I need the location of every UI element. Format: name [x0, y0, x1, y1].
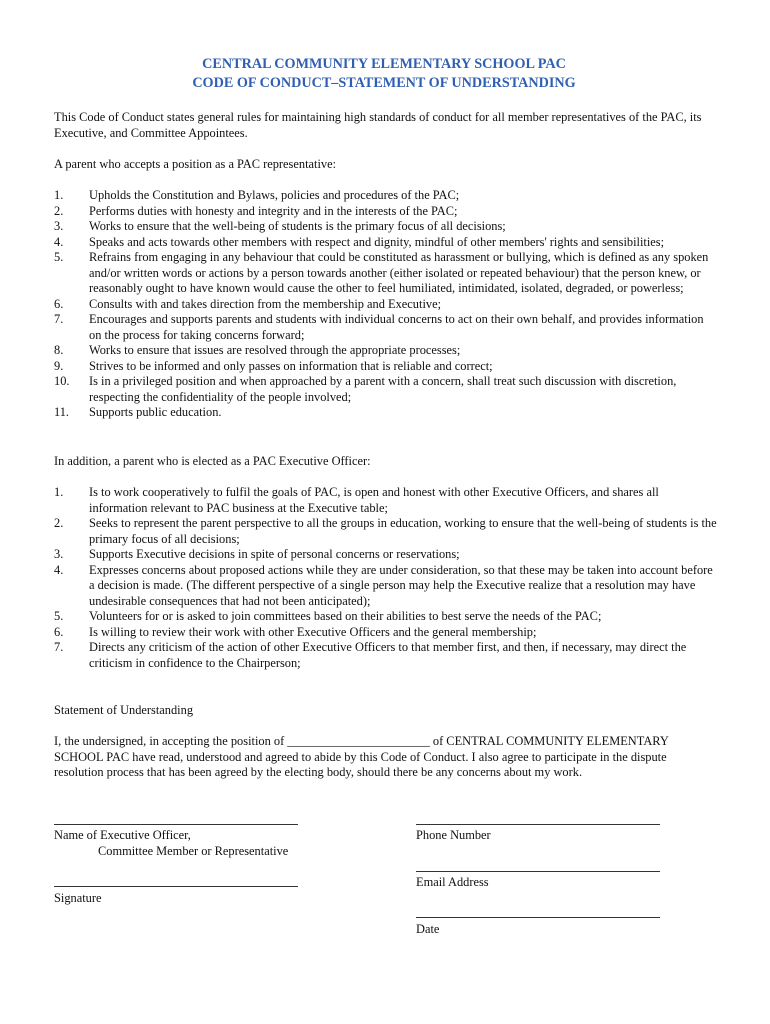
item-number: 2. [54, 203, 64, 218]
item-text: Encourages and supports parents and students with individual concerns to act on their own behalf, and provides information on the process for taking concerns forward; [89, 312, 704, 342]
item-text: Is to work cooperatively to fulfil the goals of PAC, is open and honest with other Executive Officers, and shares all information relevant to PAC business at the Executive table; [89, 485, 659, 515]
list-item [54, 485, 718, 516]
item-text: Supports public education. [89, 405, 222, 419]
item-number: 5. [54, 250, 64, 264]
statement-heading: Statement of Understanding [54, 703, 194, 717]
list-item [54, 640, 718, 671]
item-number: 5. [54, 609, 64, 623]
item-text: Consults with and takes direction from the membership and Executive; [89, 296, 442, 311]
item-text: Is willing to review their work with other Executive Officers and the general membership; [89, 624, 537, 639]
item-text: Upholds the Constitution and Bylaws, policies and procedures of the PAC; [89, 188, 460, 202]
list-item [54, 250, 718, 297]
list-item [54, 312, 718, 343]
item-text: Works to ensure that the well-being of students is the primary focus of all decisions; [89, 219, 506, 233]
item-text: Works to ensure that issues are resolved through the appropriate processes; [89, 343, 461, 357]
item-text: Volunteers for or is asked to join committees based on their abilities to best serve the needs of the PAC; [89, 609, 602, 623]
item-number: 11. [54, 405, 70, 419]
rep-duties-list [54, 188, 718, 421]
item-number: 3. [54, 219, 64, 233]
item-number: 7. [54, 312, 64, 326]
list-item [54, 297, 718, 313]
list-item [54, 204, 718, 220]
exec-duties-list [54, 485, 718, 671]
exec-heading: In addition, a parent who is elected as a PAC Executive Officer: [54, 454, 371, 468]
item-text: Directs any criticism of the action of other Executive Officers to that member first, and then, if necessary, may direct the criticism in confidence to the Chairperson; [89, 640, 687, 670]
item-number: 1. [54, 188, 64, 202]
item-text: Is in a privileged position and when approached by a parent with a concern, shall treat such discussion with discretion, respecting the confidentiality of the people involved; [89, 374, 677, 404]
email-label: Email Address [416, 875, 489, 889]
name-sublabel: Committee Member or Representative [98, 844, 289, 858]
list-item [54, 343, 718, 359]
name-line[interactable] [54, 824, 298, 825]
intro-paragraph: This Code of Conduct states general rules for maintaining high standards of conduct for all member representatives of the PAC, its Executive, and Committee Appointees. [54, 110, 702, 140]
list-item [54, 547, 718, 563]
item-number: 7. [54, 640, 64, 654]
item-number: 1. [54, 485, 64, 499]
item-number: 2. [54, 516, 64, 530]
item-text: Performs duties with honesty and integrity and in the interests of the PAC; [89, 203, 458, 218]
name-label: Name of Executive Officer, [54, 828, 191, 842]
date-label: Date [416, 922, 440, 936]
title-line-1: CENTRAL COMMUNITY ELEMENTARY SCHOOL PAC [202, 56, 566, 72]
list-item [54, 516, 718, 547]
rep-heading: A parent who accepts a position as a PAC representative: [54, 157, 337, 171]
item-number: 9. [54, 358, 64, 373]
signature-line[interactable] [54, 886, 298, 887]
phone-line[interactable] [416, 824, 660, 825]
list-item [54, 563, 718, 610]
list-item [54, 374, 718, 405]
item-number: 4. [54, 234, 64, 249]
item-text: Seeks to represent the parent perspective to all the groups in education, working to ensure that the well-being of students is the primary focus of all decisions; [89, 516, 717, 546]
title-line-2: CODE OF CONDUCT–STATEMENT OF UNDERSTANDING [192, 75, 576, 91]
list-item [54, 609, 718, 625]
statement-paragraph: I, the undersigned, in accepting the position of _______________________ of CENTRAL COMMUNITY ELEMENTARY SCHOOL PAC have read, understood and agreed to abide by this Code of Conduct. I also agree to participate in the dispute resolution process that has been agreed by the electing body, should there be any concerns about my work. [54, 734, 669, 779]
email-line[interactable] [416, 871, 660, 872]
date-line[interactable] [416, 917, 660, 918]
item-text: Speaks and acts towards other members with respect and dignity, mindful of other members' rights and sensibilities; [89, 234, 665, 249]
item-text: Expresses concerns about proposed actions while they are under consideration, so that these may be taken into account before a decision is made. (The different perspective of a single person may help the Executive realize that a resolution may have undesirable consequences that had not been anticipated); [89, 562, 713, 608]
item-number: 3. [54, 547, 64, 561]
item-number: 6. [54, 296, 64, 311]
item-text: Refrains from engaging in any behaviour that could be constituted as harassment or bullying, which is defined as any spoken and/or written words or actions by a person towards another (either isolated or repeated behaviour) that the person knew, or reasonably ought to have known would cause the other to feel humiliated, intimidated, isolated, degraded, or powerless; [89, 250, 709, 295]
item-number: 10. [54, 374, 70, 388]
item-number: 8. [54, 343, 64, 357]
item-text: Supports Executive decisions in spite of personal concerns or reservations; [89, 547, 460, 561]
list-item [54, 188, 718, 204]
list-item [54, 359, 718, 375]
phone-label: Phone Number [416, 828, 491, 842]
signature-label: Signature [54, 891, 102, 905]
list-item [54, 625, 718, 641]
item-number: 6. [54, 624, 64, 639]
list-item [54, 235, 718, 251]
list-item [54, 219, 718, 235]
item-text: Strives to be informed and only passes on information that is reliable and correct; [89, 358, 493, 373]
list-item [54, 405, 718, 421]
item-number: 4. [54, 562, 64, 577]
